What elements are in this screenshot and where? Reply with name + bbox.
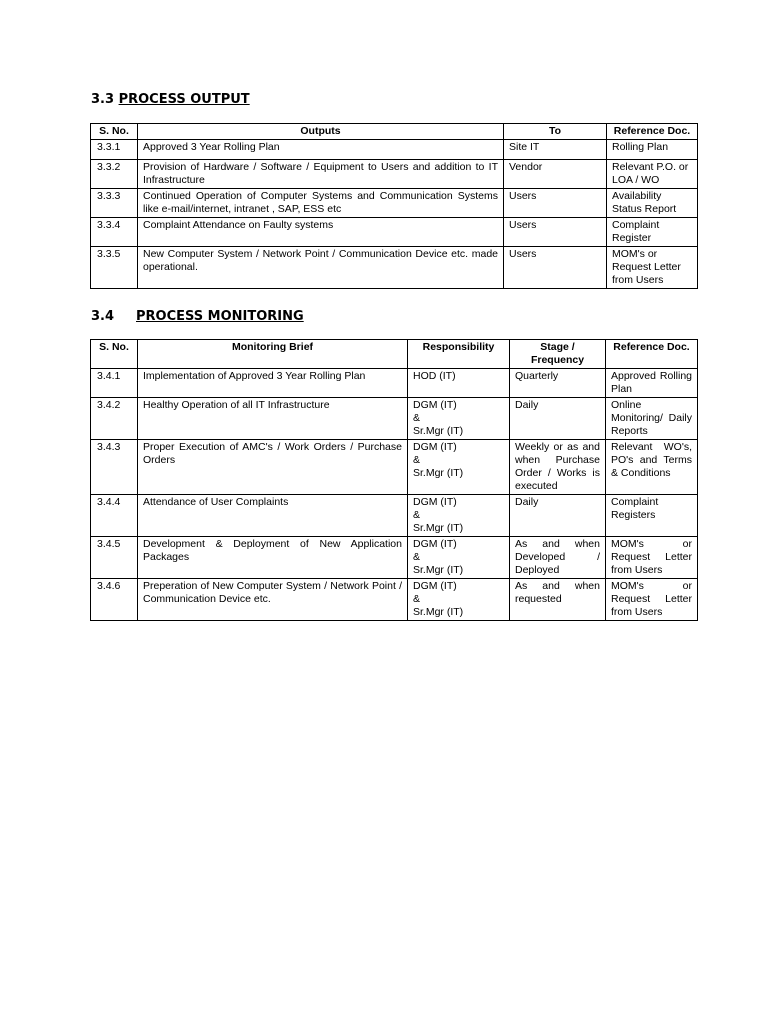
cell-to: Site IT (504, 140, 607, 160)
cell-responsibility: DGM (IT) & Sr.Mgr (IT) (408, 579, 510, 621)
cell-to: Users (504, 247, 607, 289)
cell-responsibility: DGM (IT) & Sr.Mgr (IT) (408, 440, 510, 495)
cell-output: Complaint Attendance on Faulty systems (138, 218, 504, 247)
cell-output: Provision of Hardware / Software / Equipment to Users and addition to IT Infrastructure (138, 160, 504, 189)
process-output-table (90, 123, 698, 289)
table-header-row (91, 340, 698, 369)
cell-reference: Complaint Registers (606, 495, 698, 537)
cell-brief: Healthy Operation of all IT Infrastructure (138, 398, 408, 440)
cell-reference: Relevant P.O. or LOA / WO (607, 160, 698, 189)
table-header-row (91, 124, 698, 140)
header-monitoring-brief: Monitoring Brief (138, 340, 408, 369)
section-3-4-heading (136, 309, 304, 324)
header-responsibility: Responsibility (408, 340, 510, 369)
cell-responsibility: DGM (IT) & Sr.Mgr (IT) (408, 537, 510, 579)
cell-brief: Proper Execution of AMC's / Work Orders / Purchase Orders (138, 440, 408, 495)
cell-reference: MOM's or Request Letter from Users (607, 247, 698, 289)
cell-output: Continued Operation of Computer Systems and Communication Systems like e-mail/internet, intranet , SAP, ESS etc (138, 189, 504, 218)
cell-reference: Relevant WO's, PO's and Terms & Conditions (606, 440, 698, 495)
cell-sno: 3.4.6 (91, 579, 138, 621)
cell-stage: Weekly or as and when Purchase Order / Works is executed (510, 440, 606, 495)
cell-to: Users (504, 218, 607, 247)
cell-reference: Approved Rolling Plan (606, 369, 698, 398)
cell-sno: 3.3.2 (91, 160, 138, 189)
cell-sno: 3.3.4 (91, 218, 138, 247)
cell-to: Vendor (504, 160, 607, 189)
cell-sno: 3.4.2 (91, 398, 138, 440)
table-row (91, 440, 698, 495)
cell-stage: Daily (510, 398, 606, 440)
cell-reference: MOM's or Request Letter from Users (606, 579, 698, 621)
table-row (91, 369, 698, 398)
cell-brief: Development & Deployment of New Application Packages (138, 537, 408, 579)
header-reference-doc: Reference Doc. (606, 340, 698, 369)
table-row (91, 495, 698, 537)
section-3-4-title: PROCESS MONITORING (136, 309, 304, 324)
cell-responsibility: DGM (IT) & Sr.Mgr (IT) (408, 495, 510, 537)
cell-stage: As and when requested (510, 579, 606, 621)
cell-stage: Daily (510, 495, 606, 537)
cell-stage: Quarterly (510, 369, 606, 398)
section-3-4-number: 3.4 (91, 309, 115, 324)
cell-output: New Computer System / Network Point / Communication Device etc. made operational. (138, 247, 504, 289)
header-sno: S. No. (91, 124, 138, 140)
cell-sno: 3.4.4 (91, 495, 138, 537)
section-3-3-title: PROCESS OUTPUT (118, 92, 250, 107)
cell-reference: Complaint Register (607, 218, 698, 247)
table-row (91, 537, 698, 579)
cell-brief: Preperation of New Computer System / Network Point / Communication Device etc. (138, 579, 408, 621)
cell-brief: Attendance of User Complaints (138, 495, 408, 537)
header-sno: S. No. (91, 340, 138, 369)
table-row (91, 189, 698, 218)
cell-sno: 3.4.5 (91, 537, 138, 579)
cell-responsibility: HOD (IT) (408, 369, 510, 398)
cell-reference: MOM's or Request Letter from Users (606, 537, 698, 579)
cell-reference: Rolling Plan (607, 140, 698, 160)
section-3-3-number: 3.3 (91, 92, 115, 107)
cell-sno: 3.4.1 (91, 369, 138, 398)
table-row (91, 398, 698, 440)
cell-reference: Online Monitoring/ Daily Reports (606, 398, 698, 440)
cell-sno: 3.3.3 (91, 189, 138, 218)
header-to: To (504, 124, 607, 140)
table-row (91, 218, 698, 247)
header-outputs: Outputs (138, 124, 504, 140)
cell-responsibility: DGM (IT) & Sr.Mgr (IT) (408, 398, 510, 440)
process-monitoring-table (90, 339, 698, 621)
table-row (91, 579, 698, 621)
cell-stage: As and when Developed / Deployed (510, 537, 606, 579)
cell-sno: 3.3.5 (91, 247, 138, 289)
table-row (91, 247, 698, 289)
header-stage-frequency: Stage / Frequency (510, 340, 606, 369)
cell-sno: 3.3.1 (91, 140, 138, 160)
cell-reference: Availability Status Report (607, 189, 698, 218)
cell-to: Users (504, 189, 607, 218)
table-row (91, 140, 698, 160)
cell-output: Approved 3 Year Rolling Plan (138, 140, 504, 160)
cell-sno: 3.4.3 (91, 440, 138, 495)
table-row (91, 160, 698, 189)
section-3-3-heading (91, 92, 250, 107)
cell-brief: Implementation of Approved 3 Year Rolling Plan (138, 369, 408, 398)
header-reference-doc: Reference Doc. (607, 124, 698, 140)
